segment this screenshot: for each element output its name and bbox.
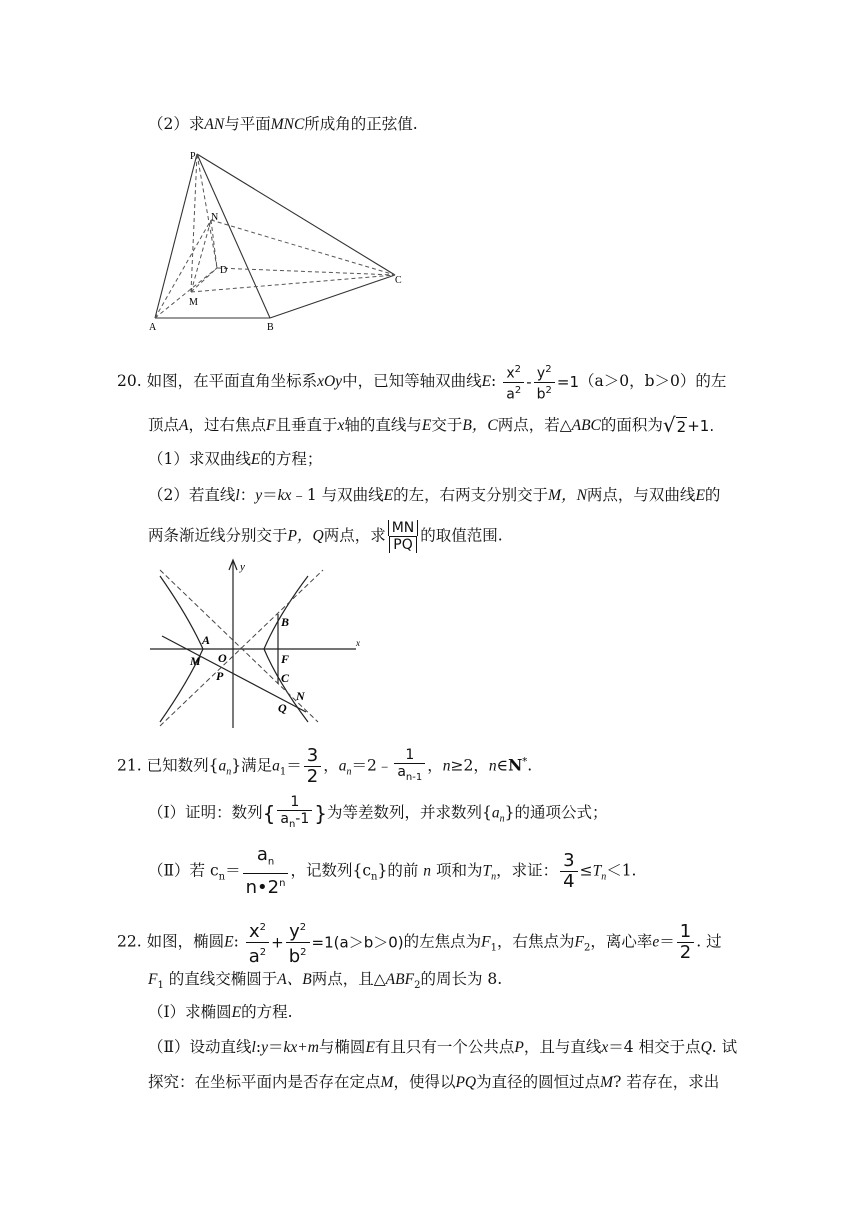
q20-line1: 20. 如图，在平面直角坐标系xOy中，已知等轴双曲线E: $\frac{x^2}{a^2}$ - $\frac{y^2}{b^2}$ =1（a＞0，b＞0）的左 (117, 364, 727, 403)
q20-line2: 顶点A，过右焦点F且垂直于x轴的直线与E交于B，C两点，若△ABC的面积为√2+1. (148, 413, 715, 437)
q19-part2: （2）求AN与平面MNC所成角的正弦值. (148, 115, 418, 133)
svg-text:F: F (281, 652, 290, 666)
label-D: D (220, 265, 228, 276)
q20-part2: （2）若直线l：y＝kx﹣1 与双曲线E的左，右两支分别交于M，N两点，与双曲线E的 (148, 486, 721, 504)
frac-cn: $\frac{a_n}{n•2^n}$ (243, 845, 289, 898)
label-N: N (211, 212, 219, 223)
frac-three-halves: $\frac{3}{2}$ (304, 746, 321, 787)
frac-recip-prev: $\frac{1}{a_{n-1}}$ (394, 747, 425, 786)
q22-line2: $F_1$ 的直线交椭圆于A、B两点，且$\triangle ABF_2$的周长为 8. (148, 970, 503, 992)
pyramid-figure (145, 148, 415, 334)
q20-line5: 两条渐近线分别交于P，Q两点，求 $\frac{MN}{PQ}$ 的取值范围. (148, 520, 503, 553)
q22-part1: （Ⅰ）求椭圆E的方程. (148, 1003, 293, 1021)
svg-text:y: y (240, 561, 245, 573)
label-P: P (190, 151, 196, 162)
q22-part2: （Ⅱ）设动直线l:y＝kx+m与椭圆E有且只有一个公共点P，且与直线x＝4 相交于点Q. 试 (148, 1038, 738, 1056)
ellipse-y-term: $\frac{y^2}{b^2}$ (286, 918, 310, 967)
ellipse-x-term: $\frac{x^2}{a^2}$ (246, 918, 269, 967)
hyperbola-y-term: $\frac{y^2}{b^2}$ (534, 362, 555, 402)
svg-text:P: P (216, 669, 224, 683)
svg-text:M: M (190, 654, 201, 668)
svg-text:Q: Q (278, 701, 287, 715)
hyperbola-figure (148, 556, 368, 730)
ratio-mn-pq: $\frac{MN}{PQ}$ (388, 520, 419, 553)
frac-three-quarters: $\frac{3}{4}$ (560, 851, 577, 892)
frac-recip-an-minus-one: $\frac{1}{a_n-1}$ (277, 794, 312, 833)
q20-part1: （1）求双曲线E的方程； (148, 450, 323, 468)
label-A: A (149, 322, 157, 333)
label-M: M (189, 297, 198, 308)
hyperbola-x-term: $\frac{x^2}{a^2}$ (503, 362, 524, 402)
svg-text:x: x (356, 638, 360, 648)
q22-line1: 22. 如图，椭圆E: $\frac{x^2}{a^2}$ + $\frac{y^2}{b^2}$ =1(a＞b＞0)的左焦点为$F_1$，右焦点为$F_2$，离心率e＝ $\frac{1}{2}$ . 过 (117, 918, 722, 967)
svg-text:B: B (281, 615, 290, 629)
svg-text:C: C (281, 671, 290, 685)
q21-part1: （Ⅰ）证明：数列{ $\frac{1}{a_n-1}$ }为等差数列，并求数列$\{a_n\}$的通项公式； (148, 794, 608, 833)
label-B: B (267, 322, 274, 333)
svg-text:N: N (296, 689, 305, 703)
frac-one-half: $\frac{1}{2}$ (677, 922, 694, 963)
q22-line5: 探究：在坐标平面内是否存在定点M，使得以PQ为直径的圆恒过点M? 若存在，求出 (148, 1073, 720, 1091)
label-C: C (395, 275, 402, 286)
svg-text:O: O (218, 651, 227, 665)
q21-line1: 21. 已知数列$\{a_n\}$满足$a_1=$ $\frac{3}{2}$ ，$a_n=2﹣$ $\frac{1}{a_{n-1}}$ ，n≥2，n∈N*. (117, 745, 533, 787)
svg-text:A: A (202, 633, 211, 647)
sqrt-two: √2 (662, 413, 687, 437)
q21-part2: （Ⅱ）若 $c_n=$ $\frac{a_n}{n•2^n}$ ，记数列$\{c_n\}$的前 n 项和为$T_n$，求证： $\frac{3}{4}$ $\le T_n<1$. (148, 844, 637, 898)
